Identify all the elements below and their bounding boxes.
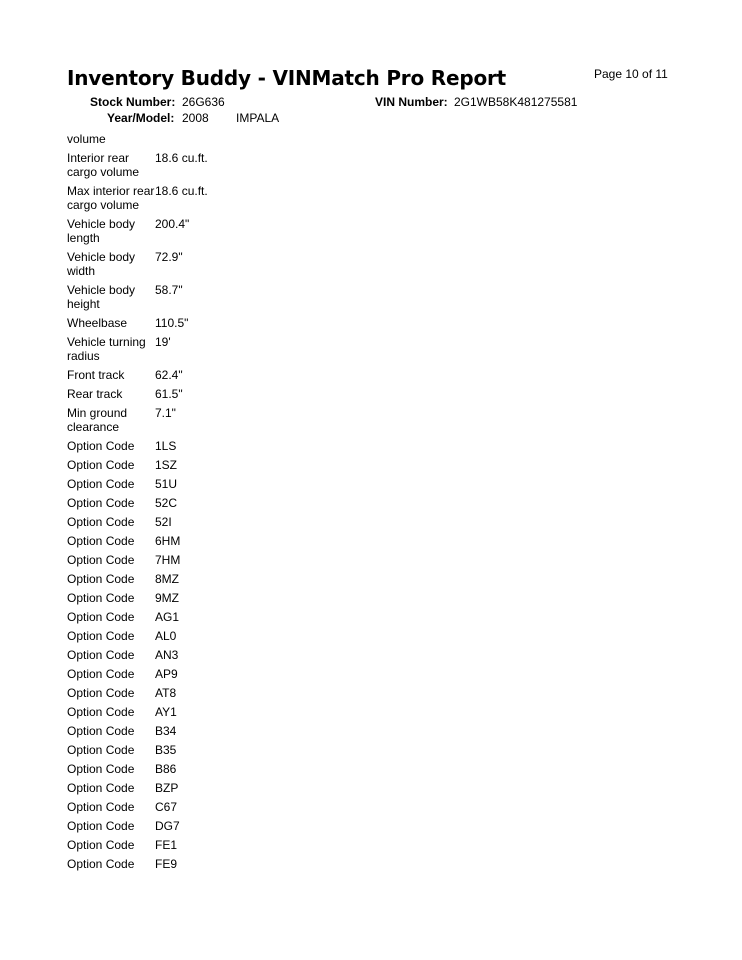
spec-row [67, 458, 267, 472]
spec-name: Option Code [67, 515, 135, 529]
spec-name: Option Code [67, 857, 135, 871]
spec-name: Option Code [67, 629, 135, 643]
spec-row [67, 705, 267, 719]
spec-name: Vehicle body height [67, 283, 136, 311]
spec-value: 6HM [155, 534, 181, 548]
spec-row [67, 610, 267, 624]
spec-row [67, 838, 267, 852]
spec-name: Wheelbase [67, 316, 128, 330]
spec-value: 9MZ [155, 591, 179, 605]
spec-name: Option Code [67, 572, 135, 586]
spec-name: Front track [67, 368, 125, 382]
spec-value: 52C [155, 496, 178, 510]
spec-row [67, 629, 267, 643]
model-value: IMPALA [236, 111, 280, 125]
spec-row [67, 572, 267, 586]
spec-row [67, 686, 267, 700]
spec-row [67, 283, 267, 311]
spec-name: Option Code [67, 534, 135, 548]
spec-name: Option Code [67, 439, 135, 453]
spec-value: B35 [155, 743, 177, 757]
spec-row [67, 477, 267, 491]
spec-name: Option Code [67, 724, 135, 738]
spec-value: 62.4" [155, 368, 183, 382]
spec-name: Option Code [67, 819, 135, 833]
spec-row [67, 184, 267, 212]
spec-row [67, 515, 267, 529]
spec-row [67, 534, 267, 548]
spec-row [67, 316, 267, 330]
spec-name: Interior rear cargo volume [67, 151, 140, 179]
spec-row [67, 667, 267, 681]
spec-name: Vehicle turning radius [67, 335, 146, 363]
spec-row [67, 217, 267, 245]
spec-value: 61.5" [155, 387, 183, 401]
spec-value: 18.6 cu.ft. [155, 151, 208, 165]
spec-row [67, 553, 267, 567]
spec-name: Option Code [67, 781, 135, 795]
spec-value: AP9 [155, 667, 178, 681]
spec-value: FE1 [155, 838, 178, 852]
spec-name: Option Code [67, 743, 135, 757]
spec-value: AG1 [155, 610, 180, 624]
spec-name: Max interior rear cargo volume [67, 184, 155, 212]
spec-name: Option Code [67, 800, 135, 814]
spec-value: AN3 [155, 648, 179, 662]
spec-row [67, 800, 267, 814]
spec-value: 18.6 cu.ft. [155, 184, 208, 198]
spec-value: AT8 [155, 686, 177, 700]
spec-value: 1SZ [155, 458, 178, 472]
spec-row [67, 250, 267, 278]
spec-value: 51U [155, 477, 178, 491]
spec-value: 7.1" [155, 406, 176, 420]
stock-number-value: 26G636 [182, 95, 225, 109]
spec-row [67, 132, 267, 146]
spec-name: Option Code [67, 591, 135, 605]
spec-name: Option Code [67, 686, 135, 700]
spec-value: C67 [155, 800, 178, 814]
spec-name: Option Code [67, 838, 135, 852]
spec-name: Option Code [67, 648, 135, 662]
spec-value: 58.7" [155, 283, 183, 297]
spec-name: Option Code [67, 496, 135, 510]
vin-number-label: VIN Number: [375, 95, 448, 109]
spec-value: AL0 [155, 629, 177, 643]
spec-name: Option Code [67, 610, 135, 624]
spec-row [67, 335, 267, 363]
page-number: Page 10 of 11 [594, 67, 668, 81]
vin-number-value: 2G1WB58K481275581 [454, 95, 578, 109]
spec-value: DG7 [155, 819, 180, 833]
spec-value: FE9 [155, 857, 178, 871]
spec-row [67, 857, 267, 871]
spec-name: Min ground clearance [67, 406, 128, 434]
spec-value: 52I [155, 515, 172, 529]
spec-row [67, 781, 267, 795]
spec-row [67, 762, 267, 776]
stock-number-label: Stock Number: [90, 95, 176, 109]
spec-value: B34 [155, 724, 177, 738]
spec-value: 110.5" [155, 316, 189, 330]
spec-row [67, 406, 267, 434]
spec-list [67, 132, 267, 876]
spec-value: AY1 [155, 705, 177, 719]
spec-value: 8MZ [155, 572, 179, 586]
spec-value: 19' [155, 335, 171, 349]
spec-name: Vehicle body width [67, 250, 136, 278]
spec-row [67, 724, 267, 738]
spec-name: volume [67, 132, 106, 146]
spec-row [67, 648, 267, 662]
year-model-label: Year/Model: [107, 111, 175, 125]
spec-value: 1LS [155, 439, 177, 453]
spec-row [67, 387, 267, 401]
spec-row [67, 496, 267, 510]
spec-value: 7HM [155, 553, 181, 567]
spec-row [67, 819, 267, 833]
spec-row [67, 591, 267, 605]
spec-name: Rear track [67, 387, 123, 401]
spec-value: B86 [155, 762, 177, 776]
spec-name: Option Code [67, 705, 135, 719]
spec-value: 200.4" [155, 217, 190, 231]
spec-name: Option Code [67, 667, 135, 681]
spec-name: Option Code [67, 762, 135, 776]
report-title: Inventory Buddy - VINMatch Pro Report [67, 66, 507, 90]
spec-value: 72.9" [155, 250, 183, 264]
spec-name: Vehicle body length [67, 217, 136, 245]
spec-name: Option Code [67, 458, 135, 472]
spec-row [67, 439, 267, 453]
spec-value: BZP [155, 781, 179, 795]
spec-name: Option Code [67, 477, 135, 491]
spec-name: Option Code [67, 553, 135, 567]
spec-row [67, 151, 267, 179]
spec-row [67, 743, 267, 757]
spec-row [67, 368, 267, 382]
year-value: 2008 [182, 111, 209, 125]
